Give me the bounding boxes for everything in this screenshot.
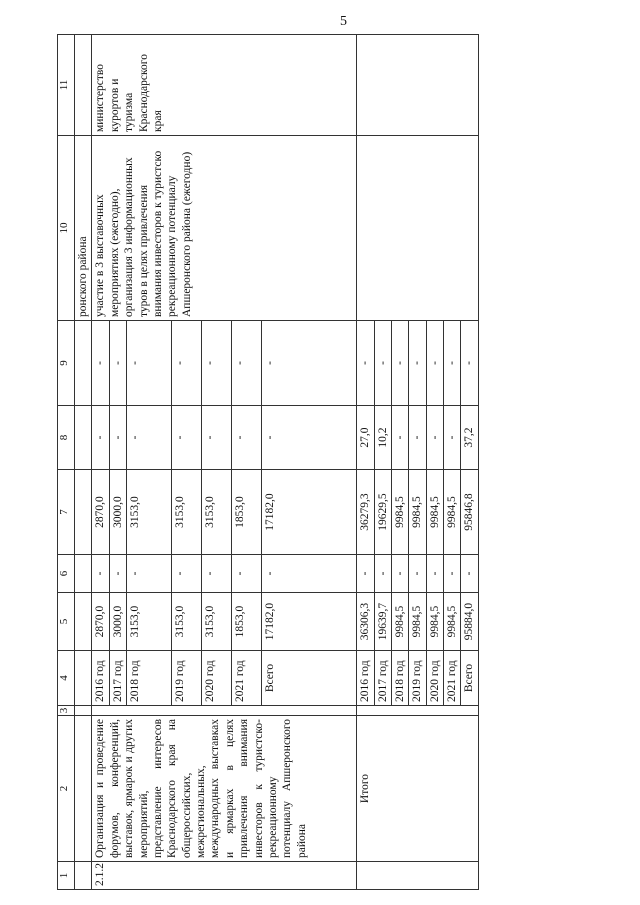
value-cell: 9984,5 bbox=[444, 593, 461, 651]
value-cell: - bbox=[444, 406, 461, 470]
item-executor: министерство курортов и туризма Краснодарского края bbox=[92, 35, 357, 136]
year-cell: 2017 год bbox=[109, 651, 126, 706]
year-cell: 2019 год bbox=[172, 651, 202, 706]
value-cell: 3000,0 bbox=[109, 593, 126, 651]
year-cell: 2019 год bbox=[409, 651, 426, 706]
header-cell: 5 bbox=[58, 593, 75, 651]
value-cell: 17182,0 bbox=[262, 593, 357, 651]
header-cell: 3 bbox=[58, 706, 75, 716]
value-cell: 27,0 bbox=[357, 406, 374, 470]
value-cell: - bbox=[426, 321, 443, 406]
value-cell: 95846,8 bbox=[461, 470, 478, 555]
value-cell: - bbox=[202, 555, 232, 593]
value-cell: - bbox=[391, 406, 408, 470]
value-cell: - bbox=[374, 555, 391, 593]
year-cell: 2017 год bbox=[374, 651, 391, 706]
value-cell: 1853,0 bbox=[232, 593, 262, 651]
year-cell: 2021 год bbox=[444, 651, 461, 706]
value-cell: - bbox=[127, 555, 172, 593]
item-name: Организация и проведение форумов, конференций, выставок, ярмарок и других мероприятий, представление интересов Краснодарского края на общероссийских, межрегиональных, международных выставках и ярмарках в целях привлечения внимания инвесторов к туристско-рекреационному потенциалу Апшеронского района bbox=[92, 716, 357, 862]
value-cell: - bbox=[202, 406, 232, 470]
value-cell: 2870,0 bbox=[92, 470, 109, 555]
value-cell: - bbox=[92, 406, 109, 470]
value-cell: 3153,0 bbox=[127, 593, 172, 651]
value-cell: - bbox=[391, 555, 408, 593]
header-cell: 2 bbox=[58, 716, 75, 862]
value-cell: - bbox=[202, 321, 232, 406]
value-cell: - bbox=[461, 555, 478, 593]
header-cell: 7 bbox=[58, 470, 75, 555]
value-cell: 3153,0 bbox=[202, 593, 232, 651]
value-cell: - bbox=[92, 321, 109, 406]
value-cell: 37,2 bbox=[461, 406, 478, 470]
item-id: 2.1.2 bbox=[92, 862, 357, 890]
page-number: 5 bbox=[340, 14, 347, 29]
value-cell: - bbox=[262, 321, 357, 406]
value-cell: 9984,5 bbox=[409, 470, 426, 555]
value-cell: - bbox=[172, 406, 202, 470]
value-cell: - bbox=[109, 321, 126, 406]
header-cell: 8 bbox=[58, 406, 75, 470]
value-cell: 3153,0 bbox=[127, 470, 172, 555]
year-cell: Всего bbox=[461, 651, 478, 706]
value-cell: 3153,0 bbox=[172, 470, 202, 555]
value-cell: - bbox=[109, 406, 126, 470]
value-cell: 19629,5 bbox=[374, 470, 391, 555]
value-cell: - bbox=[461, 321, 478, 406]
prev-row-continuation bbox=[75, 35, 92, 890]
total-row bbox=[357, 35, 374, 890]
item-result: участие в 3 выставочных мероприятиях (ежегодно), организация 3 информационных туров в целях привлечения внимания инвесторов к туристско рекреационному потенциалу Апшеронского района (ежегодно) bbox=[92, 136, 357, 321]
value-cell: - bbox=[426, 555, 443, 593]
value-cell: - bbox=[409, 555, 426, 593]
value-cell: 95884,0 bbox=[461, 593, 478, 651]
year-cell: 2021 год bbox=[232, 651, 262, 706]
value-cell: 9984,5 bbox=[391, 470, 408, 555]
year-cell: 2016 год bbox=[92, 651, 109, 706]
value-cell: - bbox=[127, 406, 172, 470]
value-cell: 19639,7 bbox=[374, 593, 391, 651]
total-label: Итого bbox=[357, 716, 479, 862]
value-cell: 2870,0 bbox=[92, 593, 109, 651]
value-cell: 36306,3 bbox=[357, 593, 374, 651]
value-cell: 3153,0 bbox=[172, 593, 202, 651]
header-cell: 11 bbox=[58, 35, 75, 136]
value-cell: - bbox=[409, 321, 426, 406]
value-cell: 17182,0 bbox=[262, 470, 357, 555]
value-cell: 10,2 bbox=[374, 406, 391, 470]
header-cell: 4 bbox=[58, 651, 75, 706]
value-cell: - bbox=[391, 321, 408, 406]
value-cell: - bbox=[92, 555, 109, 593]
value-cell: 3000,0 bbox=[109, 470, 126, 555]
value-cell: - bbox=[262, 406, 357, 470]
value-cell: 9984,5 bbox=[444, 470, 461, 555]
year-cell: 2018 год bbox=[127, 651, 172, 706]
header-cell: 10 bbox=[58, 136, 75, 321]
value-cell: - bbox=[232, 406, 262, 470]
value-cell: - bbox=[426, 406, 443, 470]
value-cell: 9984,5 bbox=[426, 470, 443, 555]
year-cell: Всего bbox=[262, 651, 357, 706]
value-cell: - bbox=[127, 321, 172, 406]
rotated-table-container bbox=[57, 45, 476, 890]
value-cell: - bbox=[374, 321, 391, 406]
value-cell: - bbox=[109, 555, 126, 593]
value-cell: 9984,5 bbox=[409, 593, 426, 651]
value-cell: - bbox=[409, 406, 426, 470]
header-row bbox=[58, 35, 75, 890]
value-cell: - bbox=[444, 321, 461, 406]
value-cell: - bbox=[444, 555, 461, 593]
header-cell: 6 bbox=[58, 555, 75, 593]
year-cell: 2020 год bbox=[426, 651, 443, 706]
value-cell: - bbox=[172, 321, 202, 406]
prev-row-result: ронского района bbox=[75, 136, 92, 321]
value-cell: - bbox=[262, 555, 357, 593]
value-cell: 9984,5 bbox=[426, 593, 443, 651]
value-cell: 36279,3 bbox=[357, 470, 374, 555]
header-cell: 9 bbox=[58, 321, 75, 406]
value-cell: - bbox=[357, 555, 374, 593]
year-cell: 2016 год bbox=[357, 651, 374, 706]
header-cell: 1 bbox=[58, 862, 75, 890]
value-cell: - bbox=[172, 555, 202, 593]
year-cell: 2018 год bbox=[391, 651, 408, 706]
value-cell: 3153,0 bbox=[202, 470, 232, 555]
year-cell: 2020 год bbox=[202, 651, 232, 706]
table-row bbox=[92, 35, 109, 890]
value-cell: 9984,5 bbox=[391, 593, 408, 651]
value-cell: - bbox=[232, 321, 262, 406]
value-cell: - bbox=[232, 555, 262, 593]
value-cell: 1853,0 bbox=[232, 470, 262, 555]
program-table bbox=[57, 34, 479, 890]
value-cell: - bbox=[357, 321, 374, 406]
